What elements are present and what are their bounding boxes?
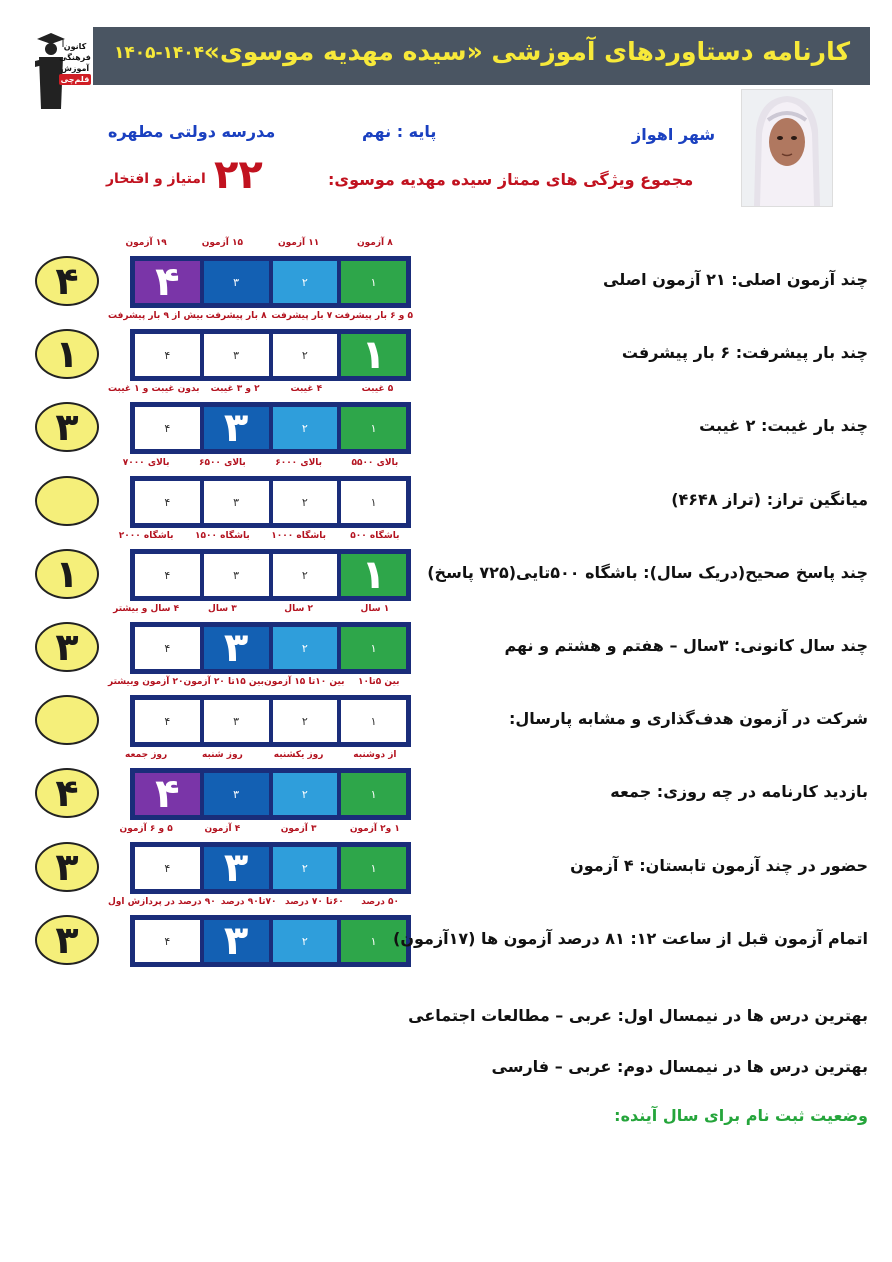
row-2-cell-3: ۳ bbox=[203, 333, 270, 377]
row-3-label-1: ۵ غیبت bbox=[361, 384, 394, 394]
row-3-cell-1: ۱ bbox=[340, 406, 407, 450]
row-5-cell-3: ۳ bbox=[203, 553, 270, 597]
row-4-cells bbox=[130, 476, 411, 528]
row-6-criterion: چند سال کانونی: ۳سال – هفتم و هشتم و نهم bbox=[504, 636, 868, 655]
row-2-score-circle: ۱ bbox=[35, 329, 99, 379]
row-1-cell-4: ۴ bbox=[134, 260, 201, 304]
row-5-cells bbox=[130, 549, 411, 601]
row-3-label-4: بدون غیبت و ۱ غیبت bbox=[108, 384, 200, 394]
report-title: کارنامه دستاوردهای آموزشی «سیده مهدیه موسوی» bbox=[203, 37, 850, 66]
row-5-cell-1: ۱ bbox=[340, 553, 407, 597]
row-10-cells bbox=[130, 915, 411, 967]
row-1-labels bbox=[108, 238, 413, 252]
row-3-cells bbox=[130, 402, 411, 454]
row-3-labels bbox=[108, 384, 413, 398]
row-5-label-2: باشگاه ۱۰۰۰ bbox=[271, 531, 326, 541]
row-4-score-circle bbox=[35, 476, 99, 526]
row-10-criterion: اتمام آزمون قبل از ساعت ۱۲: ۸۱ درصد آزمون ها (۱۷آزمون) bbox=[393, 929, 868, 948]
row-3-score-circle: ۳ bbox=[35, 402, 99, 452]
row-8-labels bbox=[108, 750, 413, 764]
row-1-cell-2: ۲ bbox=[272, 260, 339, 304]
row-6-cells bbox=[130, 622, 411, 674]
row-6-cell-3: ۳ bbox=[203, 626, 270, 670]
row-4-label-2: بالای ۶۰۰۰ bbox=[275, 458, 323, 468]
row-1-label-3: ۱۵ آزمون bbox=[201, 238, 244, 248]
row-10-label-4: ۹۰ درصد در پردازش اول bbox=[107, 897, 216, 907]
row-1-cells bbox=[130, 256, 411, 308]
row-1-criterion: چند آزمون اصلی: ۲۱ آزمون اصلی bbox=[603, 270, 868, 289]
row-9-cell-4: ۴ bbox=[134, 846, 201, 890]
row-4-label-4: بالای ۷۰۰۰ bbox=[122, 458, 170, 468]
row-5-criterion: چند پاسخ صحیح(دریک سال): باشگاه ۵۰۰تایی(۷۲۵ پاسخ) bbox=[427, 563, 868, 582]
student-photo bbox=[741, 89, 833, 207]
logo-line-2: فرهنگی bbox=[59, 53, 91, 62]
row-5-cell-2: ۲ bbox=[272, 553, 339, 597]
row-2-label-1: ۵ و ۶ بار پیشرفت bbox=[334, 311, 413, 321]
row-7-label-1: بین ۵تا۱۰ bbox=[357, 677, 400, 687]
row-8-label-4: روز جمعه bbox=[125, 750, 168, 760]
row-4-cell-2: ۲ bbox=[272, 480, 339, 524]
student-photo-icon bbox=[742, 90, 832, 206]
best-subjects-term1: بهترین درس ها در نیمسال اول: عربی – مطالعات اجتماعی bbox=[408, 1006, 868, 1025]
row-8-criterion: بازدید کارنامه در چه روزی: جمعه bbox=[610, 782, 868, 801]
registration-status: وضعیت ثبت نام برای سال آینده: bbox=[614, 1106, 868, 1125]
row-5-label-1: باشگاه ۵۰۰ bbox=[350, 531, 400, 541]
row-6-label-2: ۲ سال bbox=[284, 604, 313, 614]
row-3-label-3: ۲ و ۳ غیبت bbox=[210, 384, 260, 394]
row-4-criterion: میانگین تراز: (تراز ۴۶۴۸) bbox=[671, 490, 868, 509]
row-8-score-circle: ۴ bbox=[35, 768, 99, 818]
row-10-cell-4: ۴ bbox=[134, 919, 201, 963]
row-4-cell-3: ۳ bbox=[203, 480, 270, 524]
kanoon-logo bbox=[35, 27, 93, 112]
row-7-labels bbox=[108, 677, 413, 691]
row-1-cell-3: ۳ bbox=[203, 260, 270, 304]
row-2-labels bbox=[108, 311, 413, 325]
row-9-labels bbox=[108, 824, 413, 838]
row-7-criterion: شرکت در آزمون هدف‌گذاری و مشابه پارسال: bbox=[509, 709, 868, 728]
row-6-labels bbox=[108, 604, 413, 618]
row-4-cell-4: ۴ bbox=[134, 480, 201, 524]
row-6-label-3: ۳ سال bbox=[208, 604, 237, 614]
row-4-label-1: بالای ۵۵۰۰ bbox=[351, 458, 399, 468]
academic-years: ۱۴۰۵-۱۴۰۴ bbox=[114, 43, 205, 63]
row-5-label-4: باشگاه ۲۰۰۰ bbox=[118, 531, 174, 541]
row-8-cell-1: ۱ bbox=[340, 772, 407, 816]
row-10-cell-1: ۱ bbox=[340, 919, 407, 963]
row-9-cell-3: ۳ bbox=[203, 846, 270, 890]
row-2-cell-4: ۴ bbox=[134, 333, 201, 377]
row-7-cell-1: ۱ bbox=[340, 699, 407, 743]
row-8-label-1: از دوشنبه bbox=[353, 750, 397, 760]
row-8-cells bbox=[130, 768, 411, 820]
row-1-score-circle: ۴ bbox=[35, 256, 99, 306]
row-5-labels bbox=[108, 531, 413, 545]
row-2-criterion: چند بار پیشرفت: ۶ بار پیشرفت bbox=[621, 343, 868, 362]
logo-line-1: کانون bbox=[63, 42, 87, 51]
row-10-label-1: ۵۰ درصد bbox=[361, 897, 400, 907]
row-4-label-3: بالای ۶۵۰۰ bbox=[198, 458, 246, 468]
row-6-cell-2: ۲ bbox=[272, 626, 339, 670]
row-10-label-3: ۷۰تا۹۰ درصد bbox=[220, 897, 277, 907]
row-7-cells bbox=[130, 695, 411, 747]
total-score: ۲۲ bbox=[214, 152, 263, 198]
row-3-criterion: چند بار غیبت: ۲ غیبت bbox=[699, 416, 868, 435]
row-9-criterion: حضور در چند آزمون تابستان: ۴ آزمون bbox=[570, 856, 868, 875]
row-9-cell-2: ۲ bbox=[272, 846, 339, 890]
row-3-cell-3: ۳ bbox=[203, 406, 270, 450]
row-3-cell-2: ۲ bbox=[272, 406, 339, 450]
row-6-cell-1: ۱ bbox=[340, 626, 407, 670]
row-1-cell-1: ۱ bbox=[340, 260, 407, 304]
row-10-label-2: ۶۰تا ۷۰ درصد bbox=[285, 897, 344, 907]
row-9-label-4: ۵ و ۶ آزمون bbox=[119, 824, 173, 834]
student-school: مدرسه دولتی مطهره bbox=[108, 122, 276, 141]
row-9-label-1: ۱ و۲ آزمون bbox=[349, 824, 400, 834]
score-unit: امتیاز و افتخار bbox=[106, 171, 206, 187]
best-subjects-term2: بهترین درس ها در نیمسال دوم: عربی – فارسی bbox=[491, 1057, 868, 1076]
row-6-score-circle: ۳ bbox=[35, 622, 99, 672]
row-6-cell-4: ۴ bbox=[134, 626, 201, 670]
row-9-cell-1: ۱ bbox=[340, 846, 407, 890]
row-9-label-3: ۴ آزمون bbox=[204, 824, 241, 834]
row-9-score-circle: ۳ bbox=[35, 842, 99, 892]
row-7-label-2: بین ۱۰تا ۱۵ آزمون bbox=[264, 677, 345, 687]
logo-text bbox=[59, 41, 91, 85]
row-9-cells bbox=[130, 842, 411, 894]
row-8-cell-3: ۳ bbox=[203, 772, 270, 816]
row-2-cell-2: ۲ bbox=[272, 333, 339, 377]
row-8-cell-2: ۲ bbox=[272, 772, 339, 816]
row-7-cell-3: ۳ bbox=[203, 699, 270, 743]
row-10-labels bbox=[108, 897, 413, 911]
row-2-cell-1: ۱ bbox=[340, 333, 407, 377]
row-7-label-4: ۲۰ آزمون وبیشتر bbox=[108, 677, 184, 687]
row-5-label-3: باشگاه ۱۵۰۰ bbox=[195, 531, 250, 541]
row-7-label-3: بین ۱۵تا ۲۰ آزمون bbox=[183, 677, 265, 687]
logo-line-4: قلم‌چی bbox=[60, 75, 90, 84]
row-4-cell-1: ۱ bbox=[340, 480, 407, 524]
row-2-label-4: بیش از ۹ بار پیشرفت bbox=[108, 311, 204, 321]
student-city: شهر اهواز bbox=[632, 125, 716, 144]
row-7-score-circle bbox=[35, 695, 99, 745]
row-10-cell-3: ۳ bbox=[203, 919, 270, 963]
row-10-score-circle: ۳ bbox=[35, 915, 99, 965]
row-8-label-3: روز شنبه bbox=[202, 750, 243, 760]
row-10-cell-2: ۲ bbox=[272, 919, 339, 963]
total-label: مجموع ویژگی های ممتاز سیده مهدیه موسوی: bbox=[328, 170, 694, 189]
row-2-label-3: ۸ بار پیشرفت bbox=[205, 311, 267, 321]
row-9-label-2: ۳ آزمون bbox=[280, 824, 317, 834]
row-1-label-4: ۱۹ آزمون bbox=[125, 238, 167, 248]
row-8-cell-4: ۴ bbox=[134, 772, 201, 816]
row-6-label-4: ۴ سال و بیشتر bbox=[113, 604, 180, 614]
row-5-score-circle: ۱ bbox=[35, 549, 99, 599]
row-4-labels bbox=[108, 458, 413, 472]
row-8-label-2: روز یکشنبه bbox=[273, 750, 324, 760]
row-5-cell-4: ۴ bbox=[134, 553, 201, 597]
student-grade: پایه : نهم bbox=[362, 122, 437, 141]
row-1-label-2: ۱۱ آزمون bbox=[277, 238, 320, 248]
row-2-label-2: ۷ بار پیشرفت bbox=[271, 311, 333, 321]
row-1-label-1: ۸ آزمون bbox=[356, 238, 393, 248]
row-7-cell-2: ۲ bbox=[272, 699, 339, 743]
row-7-cell-4: ۴ bbox=[134, 699, 201, 743]
row-2-cells bbox=[130, 329, 411, 381]
header-banner bbox=[92, 27, 870, 85]
row-3-cell-4: ۴ bbox=[134, 406, 201, 450]
row-6-label-1: ۱ سال bbox=[360, 604, 390, 614]
row-3-label-2: ۴ غیبت bbox=[290, 384, 323, 394]
logo-line-3: آموزش bbox=[60, 64, 90, 73]
